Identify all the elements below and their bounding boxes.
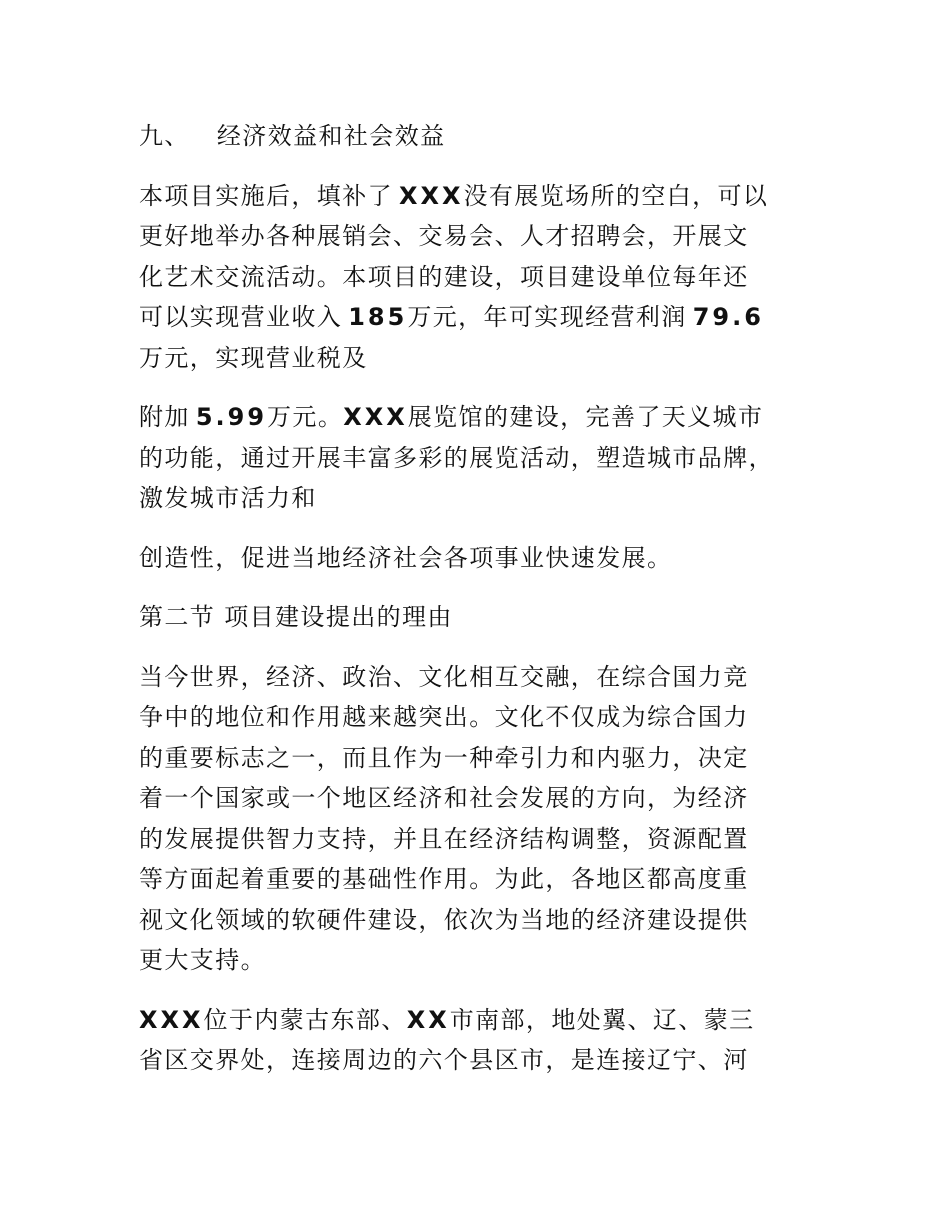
text-run: 位于内蒙古东部、 bbox=[203, 1005, 407, 1034]
text-line: 更大支持。 bbox=[139, 946, 266, 974]
text-line: 视文化领域的软硬件建设，依次为当地的经济建设提供 bbox=[139, 905, 749, 934]
section-title: 项目建设提出的理由 bbox=[224, 603, 453, 631]
text-line: 等方面起着重要的基础性作用。为此，各地区都高度重 bbox=[139, 865, 749, 893]
bold-number: 5.99 bbox=[195, 403, 268, 431]
text-run: 没有展览场所的空白，可以 bbox=[463, 181, 769, 210]
document-page bbox=[139, 116, 819, 1081]
paragraph-location bbox=[139, 1000, 819, 1081]
bold-text: XXX bbox=[139, 1005, 204, 1034]
bold-number: 79.6 bbox=[692, 303, 764, 331]
paragraph-creativity: 创造性，促进当地经济社会各项事业快速发展。 bbox=[139, 543, 673, 572]
text-run: 市南部，地处翼、辽、蒙三 bbox=[449, 1005, 755, 1034]
section-number: 第二节 bbox=[139, 603, 216, 631]
text-line: 化艺术交流活动。本项目的建设，项目建设单位每年还 bbox=[139, 262, 749, 291]
text-line: 省区交界处，连接周边的六个县区市，是连接辽宁、河 bbox=[139, 1046, 749, 1074]
text-line: 激发城市活力和 bbox=[139, 484, 317, 512]
text-line: 更好地举办各种展销会、交易会、人才招聘会，开展文 bbox=[139, 222, 749, 250]
text-line: 当今世界，经济、政治、文化相互交融，在综合国力竞 bbox=[139, 662, 749, 691]
text-line: 争中的地位和作用越来越突出。文化不仅成为综合国力 bbox=[139, 703, 749, 731]
text-run: 本项目实施后，填补了 bbox=[139, 181, 393, 210]
bold-text: XXX bbox=[343, 403, 408, 431]
paragraph-reasons bbox=[139, 657, 819, 981]
bold-text: XXX bbox=[399, 181, 464, 210]
text-run: 万元，年可实现经营利润 bbox=[407, 303, 687, 331]
bold-number: 185 bbox=[348, 303, 408, 331]
text-run: 万元。 bbox=[267, 403, 344, 431]
text-line: 的重要标志之一，而且作为一种牵引力和内驱力，决定 bbox=[139, 743, 749, 772]
section-heading-9 bbox=[139, 116, 819, 157]
paragraph-tax bbox=[139, 397, 819, 519]
section-heading-2 bbox=[139, 597, 819, 638]
text-run: 附加 bbox=[139, 403, 190, 431]
text-line: 着一个国家或一个地区经济和社会发展的方向，为经济 bbox=[139, 784, 749, 812]
bold-text: XX bbox=[406, 1005, 450, 1034]
text-line: 的功能，通过开展丰富多彩的展览活动，塑造城市品牌， bbox=[139, 443, 774, 472]
text-run: 展览馆的建设，完善了天义城市 bbox=[407, 403, 764, 431]
section-title: 经济效益和社会效益 bbox=[216, 122, 446, 150]
section-number: 九、 bbox=[139, 122, 190, 150]
text-line: 的发展提供智力支持，并且在经济结构调整，资源配置 bbox=[139, 824, 749, 853]
paragraph-benefits bbox=[139, 176, 819, 379]
text-run: 可以实现营业收入 bbox=[139, 303, 343, 331]
text-line: 万元，实现营业税及 bbox=[139, 343, 368, 372]
